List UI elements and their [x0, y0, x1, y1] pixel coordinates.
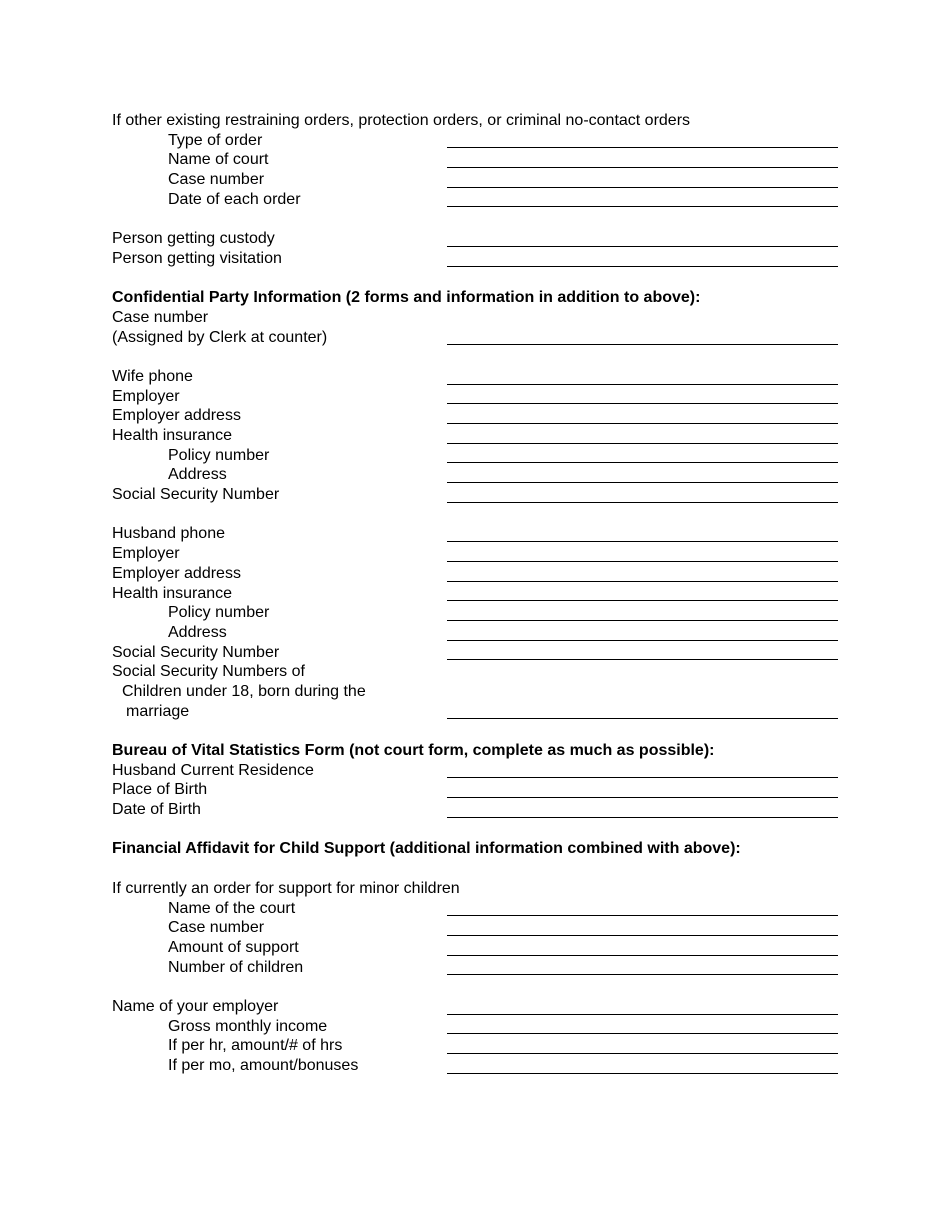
blank-answer-line[interactable]: [447, 718, 838, 719]
blank-answer-line[interactable]: [447, 147, 838, 148]
form-text: [112, 308, 838, 328]
spacer: [112, 269, 838, 289]
form-text-label: Children under 18, born during the: [122, 682, 366, 700]
blank-answer-line[interactable]: [447, 266, 838, 267]
field-row-policy-number: [112, 446, 838, 466]
field-label: Address: [168, 466, 227, 484]
section-heading: [112, 839, 838, 859]
field-row-number-of-children: [112, 958, 838, 978]
field-row-employer: [112, 387, 838, 407]
field-label: Health insurance: [112, 427, 233, 444]
field-label: (Assigned by Clerk at counter): [112, 328, 328, 346]
field-row-husband-phone: [112, 524, 838, 544]
field-label: If per mo, amount/bonuses: [168, 1057, 359, 1074]
field-label: Husband phone: [112, 525, 225, 543]
blank-answer-line[interactable]: [447, 344, 838, 345]
form-text: [112, 662, 838, 682]
form-text-label: Case number: [112, 308, 209, 326]
blank-answer-line[interactable]: [447, 1033, 838, 1034]
blank-answer-line[interactable]: [447, 640, 838, 641]
field-label: Amount of support: [168, 938, 299, 956]
field-label: Wife phone: [112, 367, 193, 385]
field-label: Employer: [112, 545, 180, 563]
field-row-date-of-birth: [112, 800, 838, 820]
blank-answer-line[interactable]: [447, 443, 838, 444]
field-label: Place of Birth: [112, 781, 208, 799]
field-label: Name of court: [168, 151, 269, 169]
section-heading: [112, 741, 838, 761]
blank-answer-line[interactable]: [447, 462, 838, 463]
field-label: Type of order: [168, 131, 263, 149]
form-text: [112, 682, 838, 702]
form-text: [112, 111, 838, 131]
blank-answer-line[interactable]: [447, 915, 838, 916]
blank-answer-line[interactable]: [447, 246, 838, 247]
field-label: Husband Current Residence: [112, 761, 314, 779]
blank-answer-line[interactable]: [447, 1014, 838, 1015]
field-row-assigned-by-clerk-at-counter: [112, 328, 838, 348]
field-label: Employer address: [112, 407, 241, 425]
form-text: [112, 879, 838, 899]
section-heading-text: Bureau of Vital Statistics Form (not court form, complete as much as possible):: [112, 742, 715, 759]
field-label: Case number: [168, 919, 265, 937]
blank-answer-line[interactable]: [447, 600, 838, 601]
field-row-if-per-hr-amount-of-hrs: [112, 1036, 838, 1056]
blank-answer-line[interactable]: [447, 1073, 838, 1074]
field-label: Date of Birth: [112, 801, 201, 819]
blank-answer-line[interactable]: [447, 659, 838, 660]
field-label: Policy number: [168, 604, 270, 622]
blank-answer-line[interactable]: [447, 955, 838, 956]
spacer: [112, 347, 838, 367]
field-row-health-insurance: [112, 426, 838, 446]
section-heading: [112, 288, 838, 308]
field-label: Social Security Number: [112, 486, 280, 504]
field-row-name-of-the-court: [112, 899, 838, 919]
blank-answer-line[interactable]: [447, 384, 838, 385]
spacer: [112, 505, 838, 525]
field-label: Case number: [168, 171, 265, 189]
form-text-label: If currently an order for support for minor children: [112, 879, 460, 897]
field-row-address: [112, 465, 838, 485]
blank-answer-line[interactable]: [447, 620, 838, 621]
field-row-person-getting-visitation: [112, 249, 838, 269]
spacer: [112, 820, 838, 840]
form-text-label: Social Security Numbers of: [112, 663, 305, 681]
blank-answer-line[interactable]: [447, 1053, 838, 1054]
field-row-marriage: [112, 702, 838, 722]
spacer: [112, 209, 838, 229]
form-page: [112, 111, 838, 1076]
field-row-name-of-your-employer: [112, 997, 838, 1017]
field-row-date-of-each-order: [112, 190, 838, 210]
blank-answer-line[interactable]: [447, 403, 838, 404]
field-label: Policy number: [168, 446, 270, 464]
blank-answer-line[interactable]: [447, 581, 838, 582]
field-row-employer-address: [112, 406, 838, 426]
field-label: Person getting visitation: [112, 249, 282, 267]
field-row-address: [112, 623, 838, 643]
blank-answer-line[interactable]: [447, 561, 838, 562]
field-row-amount-of-support: [112, 938, 838, 958]
field-label: marriage: [126, 702, 190, 720]
field-row-husband-current-residence: [112, 761, 838, 781]
field-row-place-of-birth: [112, 780, 838, 800]
blank-answer-line[interactable]: [447, 817, 838, 818]
blank-answer-line[interactable]: [447, 187, 838, 188]
field-row-gross-monthly-income: [112, 1017, 838, 1037]
field-label: Date of each order: [168, 190, 301, 208]
blank-answer-line[interactable]: [447, 502, 838, 503]
blank-answer-line[interactable]: [447, 935, 838, 936]
field-row-case-number: [112, 170, 838, 190]
spacer: [112, 721, 838, 741]
field-label: Social Security Number: [112, 643, 280, 661]
field-label: Person getting custody: [112, 230, 275, 248]
field-label: Employer address: [112, 564, 241, 582]
field-label: Address: [168, 623, 227, 641]
field-label: Gross monthly income: [168, 1017, 328, 1035]
field-label: Name of the court: [168, 899, 296, 917]
spacer: [112, 859, 838, 879]
field-row-health-insurance: [112, 584, 838, 604]
spacer: [112, 977, 838, 997]
section-heading-text: Confidential Party Information (2 forms and information in addition to above):: [112, 289, 701, 307]
field-label: Employer: [112, 387, 180, 405]
field-row-employer-address: [112, 564, 838, 584]
field-row-case-number: [112, 918, 838, 938]
field-row-social-security-number: [112, 485, 838, 505]
field-label: Number of children: [168, 958, 304, 976]
blank-answer-line[interactable]: [447, 167, 838, 168]
field-row-if-per-mo-amount-bonuses: [112, 1056, 838, 1076]
field-row-person-getting-custody: [112, 229, 838, 249]
field-label: Health insurance: [112, 584, 233, 602]
blank-answer-line[interactable]: [447, 482, 838, 483]
form-text-label: If other existing restraining orders, protection orders, or criminal no-contact orders: [112, 112, 691, 129]
blank-answer-line[interactable]: [447, 797, 838, 798]
field-label: If per hr, amount/# of hrs: [168, 1037, 343, 1055]
field-row-name-of-court: [112, 150, 838, 170]
blank-answer-line[interactable]: [447, 777, 838, 778]
blank-answer-line[interactable]: [447, 541, 838, 542]
field-row-social-security-number: [112, 643, 838, 663]
field-row-employer: [112, 544, 838, 564]
section-heading-text: Financial Affidavit for Child Support (additional information combined with above):: [112, 840, 741, 858]
blank-answer-line[interactable]: [447, 423, 838, 424]
field-row-policy-number: [112, 603, 838, 623]
field-row-type-of-order: [112, 131, 838, 151]
blank-answer-line[interactable]: [447, 974, 838, 975]
field-row-wife-phone: [112, 367, 838, 387]
field-label: Name of your employer: [112, 997, 279, 1015]
blank-answer-line[interactable]: [447, 206, 838, 207]
